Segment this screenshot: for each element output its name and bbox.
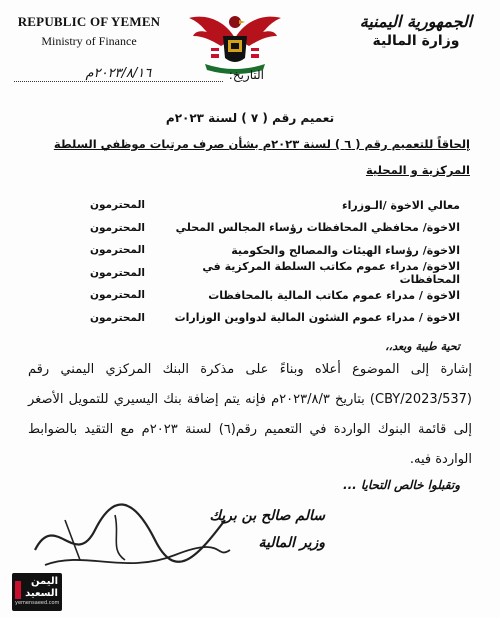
addressee-honorific: المحترمون bbox=[90, 266, 146, 279]
addressee-honorific: المحترمون bbox=[90, 199, 146, 212]
addressee-name: الاخوة / مدراء عموم مكاتب المالية بالمحافظات bbox=[208, 288, 460, 302]
addressee-row bbox=[90, 259, 460, 286]
addressee-name: الاخوة/ محافظي المحافظات رؤساء المجالس المحلي bbox=[175, 221, 460, 235]
addressee-row bbox=[90, 239, 460, 262]
logo-word-2: السعيد bbox=[25, 588, 58, 599]
addressee-honorific: المحترمون bbox=[90, 289, 146, 302]
addressee-name: الاخوة/ رؤساء الهيئات والمصالح والحكومية bbox=[231, 243, 460, 257]
republic-name-en: REPUBLIC OF YEMEN bbox=[17, 14, 161, 29]
addressee-honorific: المحترمون bbox=[90, 244, 146, 257]
ministry-name-ar: وزارة المالية bbox=[372, 33, 460, 49]
addressee-honorific: المحترمون bbox=[90, 221, 146, 234]
addressee-row bbox=[90, 194, 460, 217]
logo-word-1: اليمن bbox=[31, 576, 58, 587]
subject-text: إلحاقاً للتعميم رقم ( ٦ ) لسنة ٢٠٢٣م بشأن صرف مرتبات موظفي السلطة المركزية و المحلية bbox=[53, 137, 470, 177]
circular-subject bbox=[30, 131, 470, 183]
ministry-name-en: Ministry of Finance bbox=[41, 34, 137, 48]
letterhead-arabic bbox=[346, 12, 486, 49]
signatory-name: سالم صالح بن بريك bbox=[209, 508, 325, 524]
logo-site: yemensaeed.com bbox=[15, 600, 60, 606]
republic-name-ar: الجمهورية اليمنية bbox=[359, 12, 473, 31]
logo-flag-bar-icon bbox=[15, 581, 21, 599]
date-label: التاريخ: bbox=[228, 68, 264, 82]
addressee-row bbox=[90, 217, 460, 240]
greeting: تحية طيبة وبعد،، bbox=[385, 340, 460, 353]
yemen-saeed-logo bbox=[12, 573, 62, 611]
body-paragraph: إشارة إلى الموضوع أعلاه وبناءً على مذكرة البنك المركزي اليمني رقم (537/CBY/2023) بتاريخ ٢٠٢٣/٨/٣م فإنه يتم إضافة بنك اليسيري للتمويل الأصغر إلى قائمة البنوك الواردة في التعميم رقم(٦) لسنة ٢٠٢٣م مع التقيد بالضوابط الواردة فيه. bbox=[28, 362, 473, 467]
closing-line: وتقبلوا خالص التحايا ... bbox=[343, 478, 460, 492]
handwritten-signature-icon bbox=[25, 490, 235, 580]
letterhead-english bbox=[14, 14, 164, 49]
addressee-row bbox=[90, 307, 460, 330]
addressee-name: الاخوة / مدراء عموم الشئون المالية لدواوين الوزارات bbox=[174, 311, 460, 325]
date-value: ٢٠٢٣/٨/١٦م bbox=[14, 66, 223, 82]
addressee-name: معالي الاخوة /الـوزراء bbox=[342, 198, 460, 212]
addressee-row bbox=[90, 284, 460, 307]
addressee-honorific: المحترمون bbox=[90, 311, 146, 324]
signatory-title: وزير المالية bbox=[258, 535, 325, 551]
circular-title: تعميم رقم ( ٧ ) لسنة ٢٠٢٣م bbox=[165, 111, 335, 125]
addressee-list bbox=[90, 194, 460, 329]
date-line bbox=[14, 62, 264, 82]
addressee-name: الاخوة/ مدراء عموم مكاتب السلطة المركزية في المحافظات bbox=[202, 259, 460, 286]
